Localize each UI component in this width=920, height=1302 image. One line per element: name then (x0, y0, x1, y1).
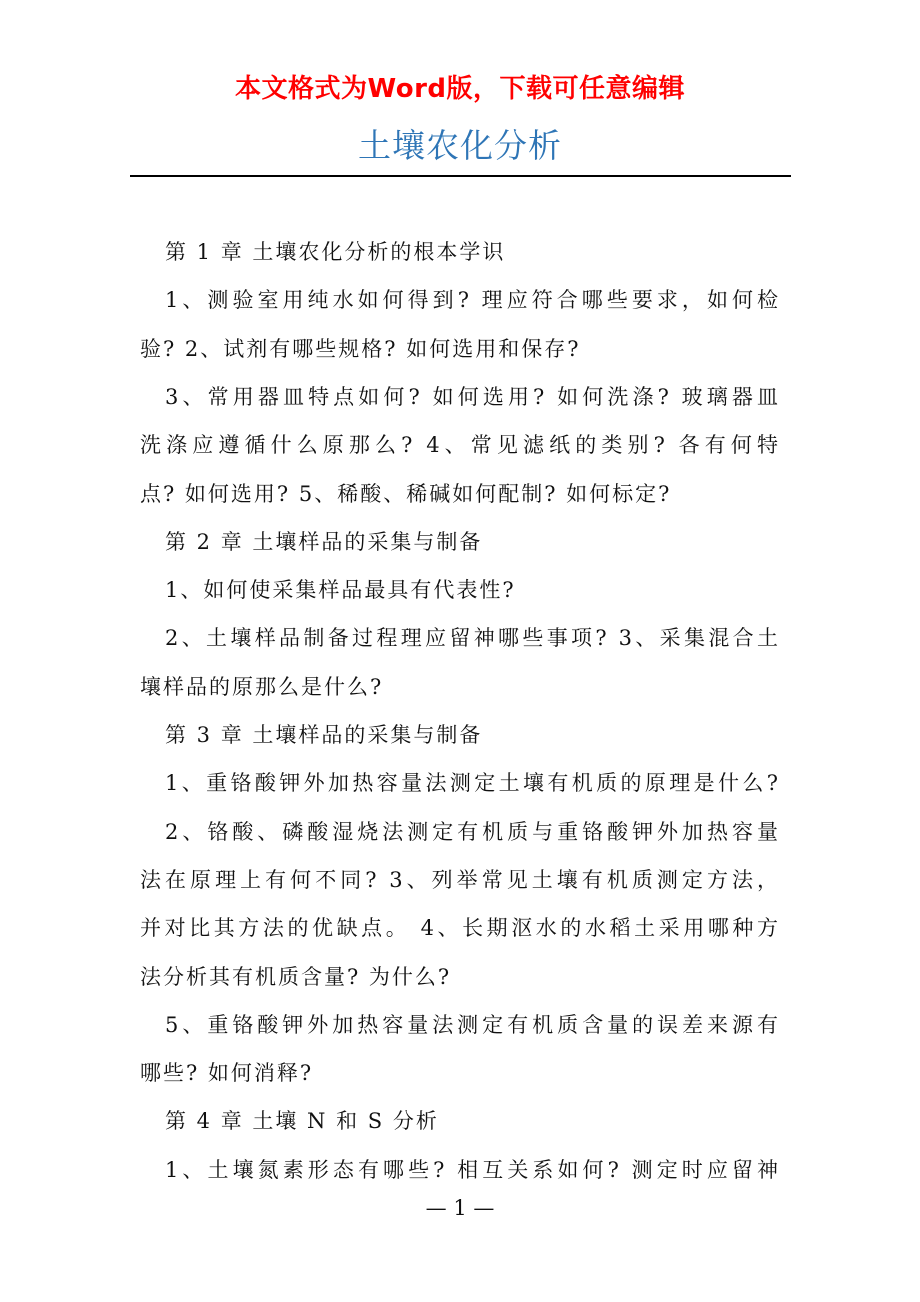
chapter-heading: 第 3 章 土壤样品的采集与制备 (165, 723, 483, 747)
body-text-line: 5、重铬酸钾外加热容量法测定有机质含量的误差来源有 (165, 1012, 780, 1037)
chapter-heading: 第 4 章 土壤 N 和 S 分析 (165, 1109, 439, 1134)
body-text-line: 1、土壤氮素形态有哪些? 相互关系如何? 测定时应留神 (165, 1157, 780, 1182)
body-text-line: 1、测验室用纯水如何得到? 理应符合哪些要求，如何检 (165, 288, 780, 313)
body-text-line: 并对比其方法的优缺点。 4、长期沤水的水稻土采用哪种方 (140, 916, 780, 941)
body-text-line: 法分析其有机质含量? 为什么? (140, 964, 452, 989)
body-text-line: 1、重铬酸钾外加热容量法测定土壤有机质的原理是什么? (165, 771, 780, 796)
body-text-line: 点? 如何选用? 5、稀酸、稀碱如何配制? 如何标定? (140, 481, 672, 506)
body-text-line: 2、铬酸、磷酸湿烧法测定有机质与重铬酸钾外加热容量 (165, 819, 780, 844)
chapter-heading: 第 2 章 土壤样品的采集与制备 (165, 529, 483, 554)
body-text-line: 洗涤应遵循什么原那么? 4、常见滤纸的类别? 各有何特 (140, 433, 780, 458)
title-divider (130, 175, 791, 177)
body-text-line: 1、如何使采集样品最具有代表性? (165, 578, 516, 603)
body-text-line: 3、常用器皿特点如何? 如何选用? 如何洗涤? 玻璃器皿 (165, 384, 780, 409)
chapter-heading: 第 1 章 土壤农化分析的根本学识 (165, 240, 506, 264)
body-text-line: 哪些? 如何消释? (140, 1061, 314, 1086)
page-number: — 1 — (425, 1196, 495, 1220)
document-title: 土壤农化分析 (358, 126, 562, 165)
format-notice: 本文格式为Word版，下载可任意编辑 (234, 74, 686, 104)
body-text-line: 验? 2、试剂有哪些规格? 如何选用和保存? (140, 336, 581, 361)
body-text-line: 壤样品的原那么是什么? (140, 674, 384, 699)
body-text-line: 法在原理上有何不同? 3、列举常见土壤有机质测定方法， (140, 867, 780, 892)
body-text-line: 2、土壤样品制备过程理应留神哪些事项? 3、采集混合土 (165, 626, 780, 651)
